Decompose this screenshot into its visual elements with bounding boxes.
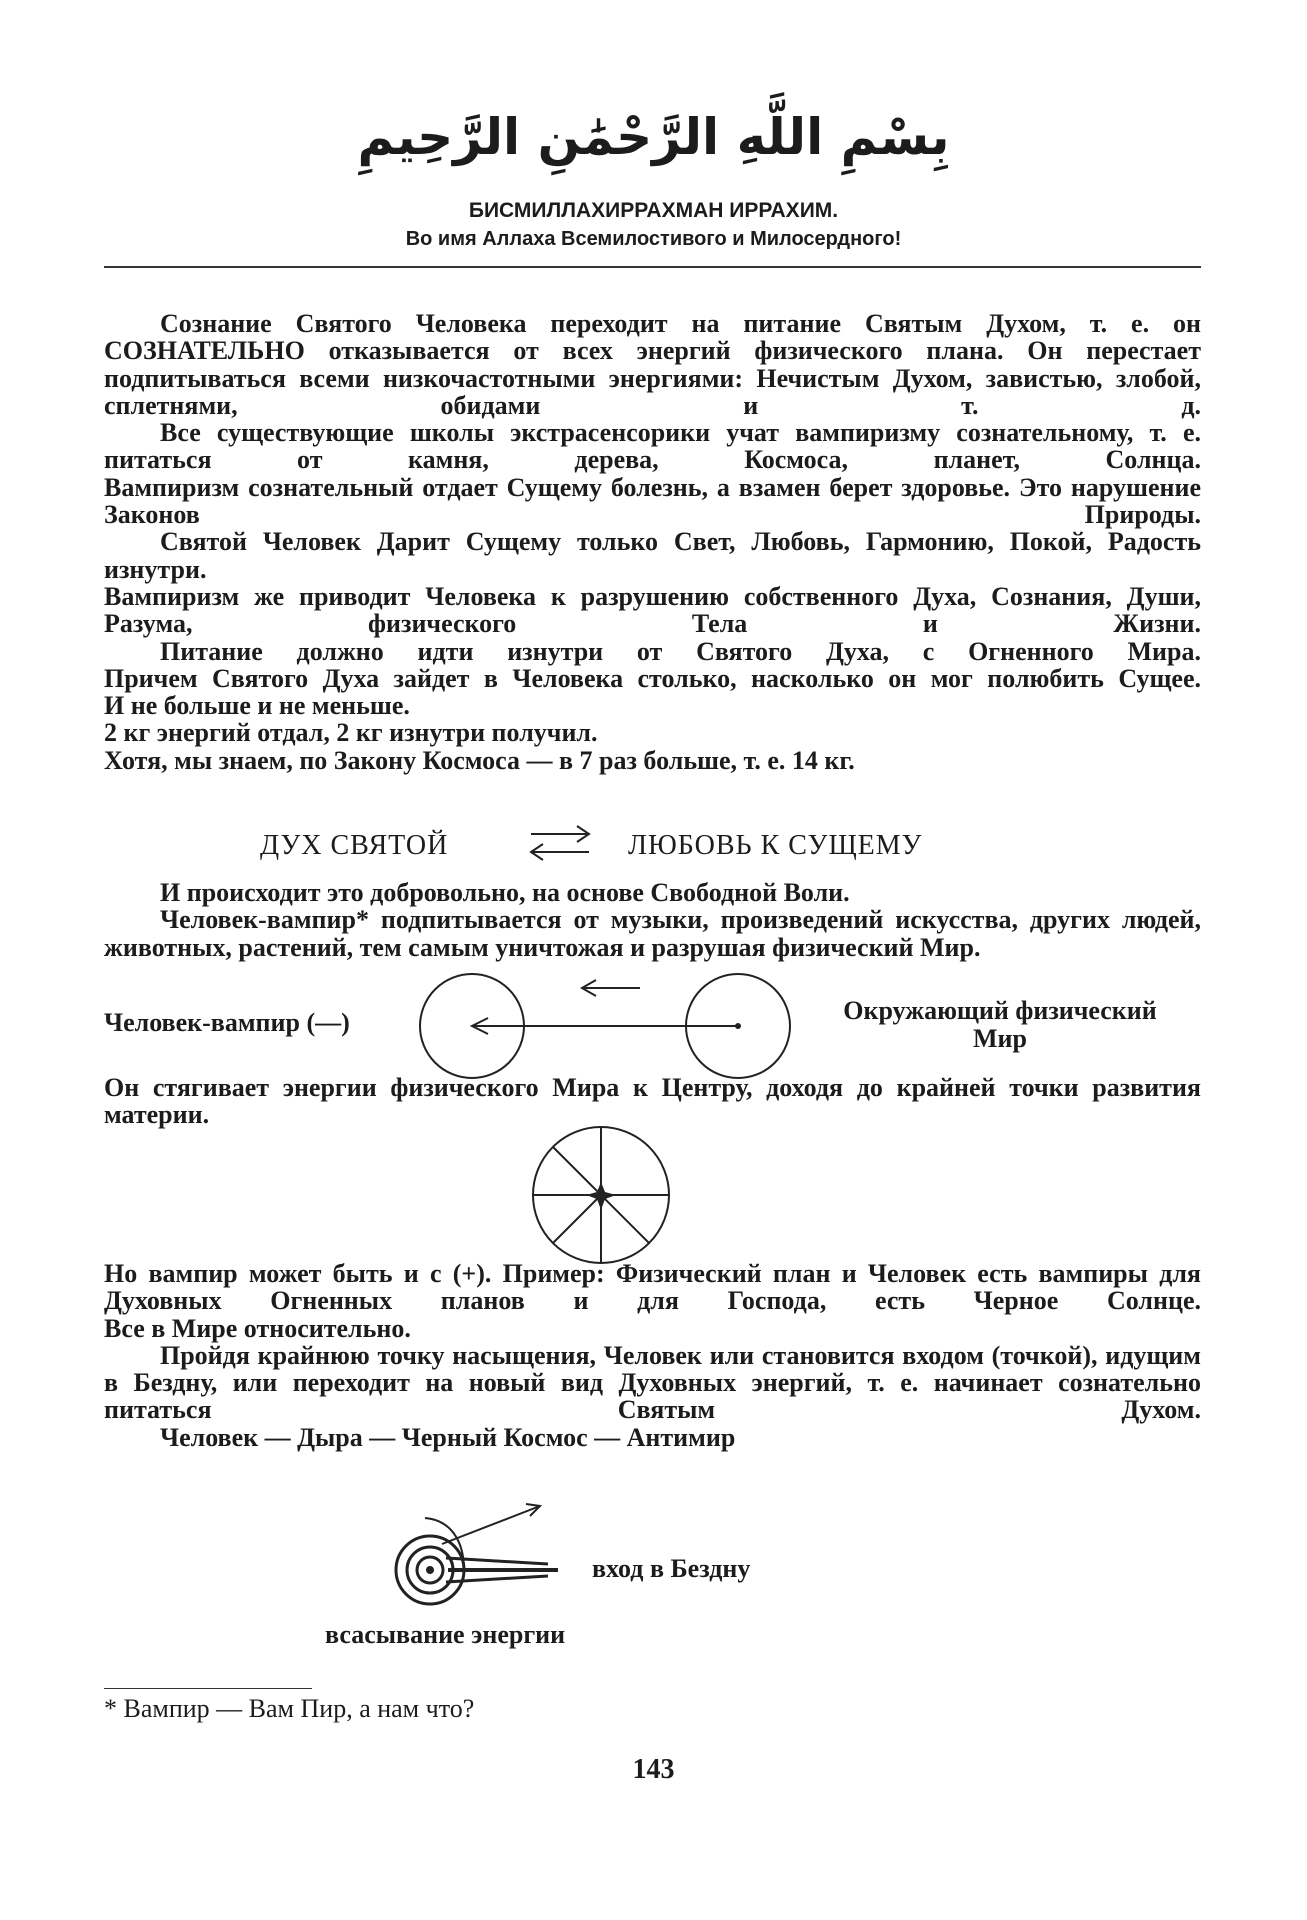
paragraph: Вампиризм же приводит Человека к разрушению собственного Духа, Сознания, Души, Разума, физического Тела и Жизни. bbox=[104, 581, 1201, 639]
page-number: 143 bbox=[632, 1754, 675, 1785]
paragraph: И происходит это добровольно, на основе Свободной Воли. bbox=[160, 878, 850, 907]
arabic-basmala: بِسْمِ اللَّهِ الرَّحْمَٰنِ الرَّحِيمِ bbox=[357, 108, 950, 166]
diagram3-right-label: вход в Бездну bbox=[592, 1554, 751, 1583]
text-block-center bbox=[104, 1074, 1201, 1129]
double-arrow-icon bbox=[525, 822, 597, 866]
formula-right: ЛЮБОВЬ К СУЩЕМУ bbox=[628, 830, 923, 861]
paragraph: Пройдя крайнюю точку насыщения, Человек или становится входом (точкой), идущим в Бездну, или переходит на новый вид Духовных энергий, т. е. начинает сознательно питаться Святым Духом. bbox=[104, 1340, 1201, 1425]
paragraph: Но вампир может быть и с (+). Пример: Физический план и Человек есть вампиры для Духовных Огненных планов и для Господа, есть Черное Солнце. bbox=[104, 1259, 1201, 1316]
paragraph: Питание должно идти изнутри от Святого Духа, с Огненного Мира. bbox=[160, 636, 1201, 666]
paragraph: Он стягивает энергии физического Мира к Центру, доходя до крайней точки развития материи. bbox=[104, 1073, 1201, 1130]
diagram1-left-label: Человек-вампир (—) bbox=[104, 1008, 350, 1037]
paragraph: Человек — Дыра — Черный Космос — Антимир bbox=[160, 1422, 736, 1452]
paragraph: И не больше и не меньше. bbox=[104, 691, 410, 721]
header-subtitle: Во имя Аллаха Всемилостивого и Милосердного! bbox=[405, 228, 902, 250]
paragraph: Все существующие школы экстрасенсорики учат вампиризму сознательному, т. е. питаться от камня, дерева, Космоса, планет, Солнца. bbox=[104, 418, 1201, 475]
diagram1-right-label-2: Мир bbox=[973, 1024, 1027, 1053]
spiral-diagram bbox=[380, 1500, 580, 1630]
vampire-diagram bbox=[410, 970, 800, 1090]
paragraph: Человек-вампир* подпитывается от музыки, произведений искусства, других людей, животных, растений, тем самым уничтожая и разрушая физический Мир. bbox=[104, 905, 1201, 962]
paragraph: 2 кг энергий отдал, 2 кг изнутри получил. bbox=[104, 718, 598, 748]
center-diagram bbox=[528, 1122, 674, 1268]
paragraph: Святой Человек Дарит Сущему только Свет, Любовь, Гармонию, Покой, Радость изнутри. bbox=[104, 527, 1201, 584]
diagram1-right-label-1: Окружающий физический bbox=[843, 996, 1157, 1025]
formula-left: ДУХ СВЯТОЙ bbox=[260, 830, 449, 861]
paragraph: Хотя, мы знаем, по Закону Космоса — в 7 раз больше, т. е. 14 кг. bbox=[104, 745, 855, 775]
paragraph: Все в Мире относительно. bbox=[104, 1313, 411, 1343]
diagram3-bottom-label: всасывание энергии bbox=[325, 1620, 566, 1649]
header-title: БИСМИЛЛАХИРРАХМАН ИРРАХИМ. bbox=[468, 199, 839, 222]
text-block-mid bbox=[104, 879, 1201, 961]
header-rule bbox=[104, 266, 1201, 268]
text-block-top bbox=[104, 310, 1201, 774]
text-block-bottom bbox=[104, 1260, 1201, 1451]
footnote-rule bbox=[104, 1688, 312, 1689]
paragraph: Сознание Святого Человека переходит на питание Святым Духом, т. е. он СОЗНАТЕЛЬНО отказывается от всех энергий физического плана. Он перестает подпитываться всеми низкочастотными энергиями: Нечистым Духом, завистью, злобой, сплетнями, обидами и т. д. bbox=[104, 309, 1201, 420]
paragraph: Причем Святого Духа зайдет в Человека столько, насколько он мог полюбить Сущее. bbox=[104, 663, 1201, 693]
paragraph: Вампиризм сознательный отдает Сущему болезнь, а взамен берет здоровье. Это нарушение Законов Природы. bbox=[104, 472, 1201, 530]
footnote: * Вампир — Вам Пир, а нам что? bbox=[104, 1694, 475, 1723]
